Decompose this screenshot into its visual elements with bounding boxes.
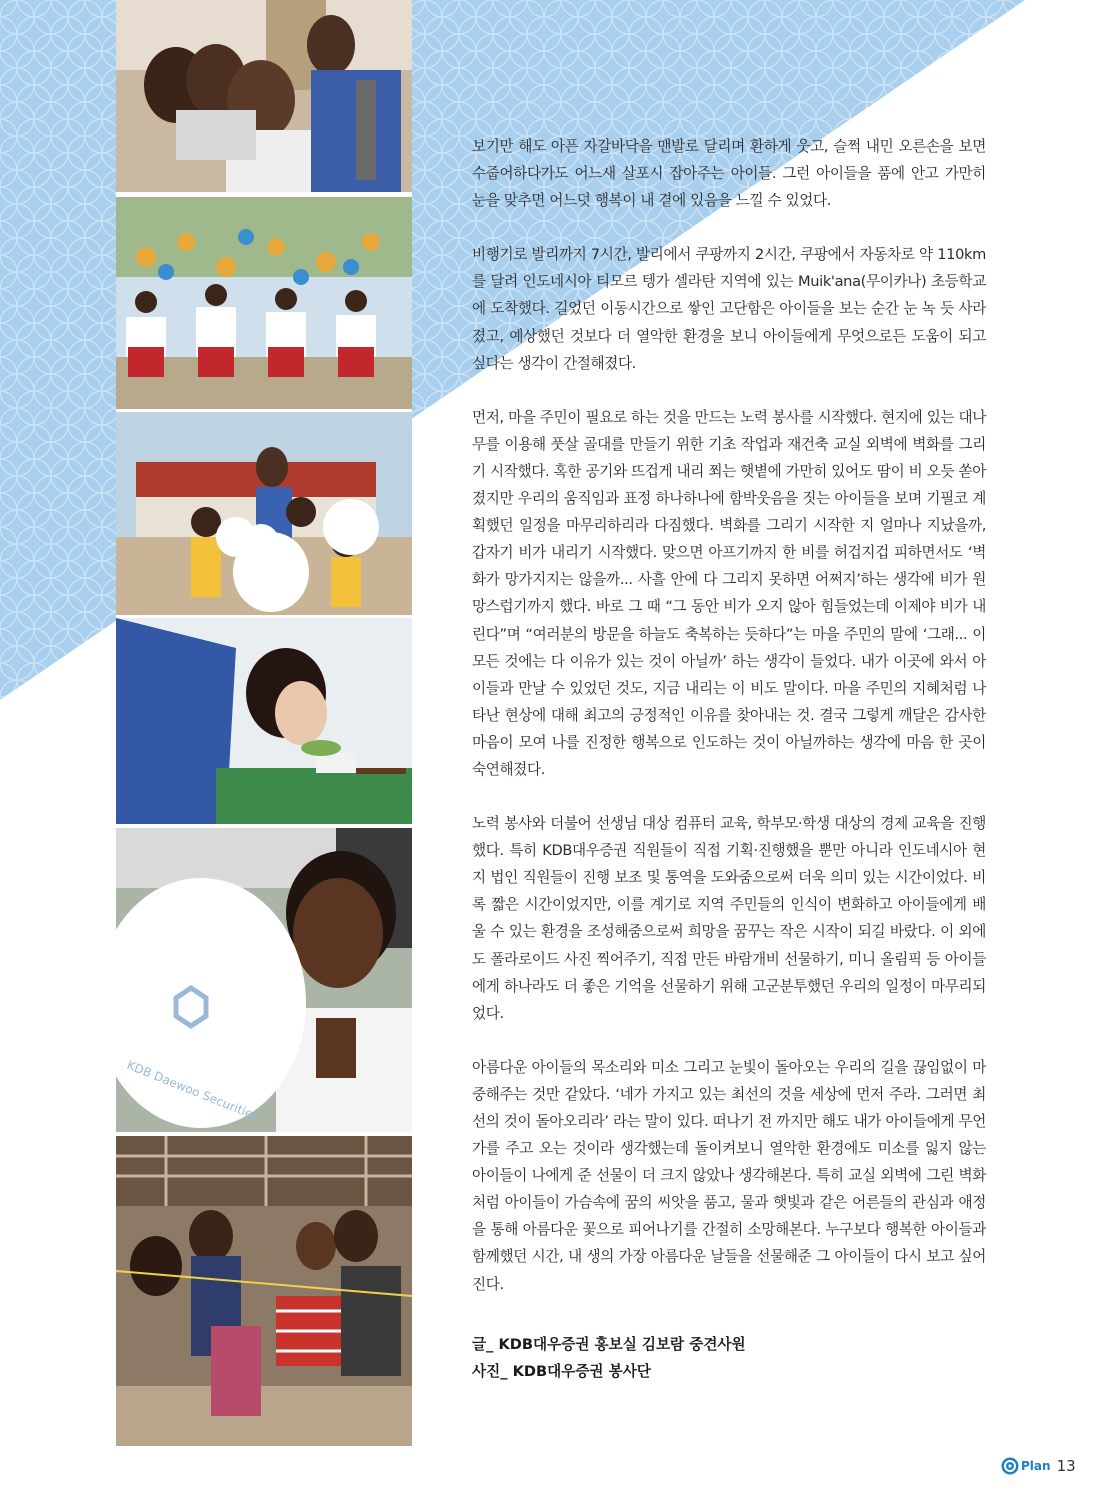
plan-logo-text: Plan: [1021, 1459, 1051, 1473]
page-footer: [1001, 1455, 1076, 1477]
article-body: [472, 133, 986, 1325]
photo-credit: 사진_ KDB대우증권 봉사단: [472, 1363, 651, 1380]
photo-olympic-game: [116, 1136, 412, 1446]
balloon-brand-text: KDB Daewoo Securities: [124, 1057, 261, 1124]
photo-balloon-group: [116, 412, 412, 615]
article-credits: [472, 1331, 986, 1385]
photo-strip: [116, 0, 412, 1446]
article-paragraph: 보기만 해도 아픈 자갈바닥을 맨발로 달리며 환하게 웃고, 슬쩍 내민 오른손을 보면 수줍어하다가도 어느새 살포시 잡아주는 아이들. 그런 아이들을 품에 안고 가만히 눈을 맞추면 어느덧 행복이 내 곁에 있음을 느낄 수 있었다.: [472, 138, 986, 210]
writer-credit: 글_ KDB대우증권 홍보실 김보람 중견사원: [472, 1336, 746, 1353]
photo-mural-painting: [116, 618, 412, 824]
article-paragraph: 노력 봉사와 더불어 선생님 대상 컴퓨터 교육, 학부모·학생 대상의 경제 교육을 진행했다. 특히 KDB대우증권 직원들이 직접 기획·진행했을 뿐만 아니라 인도네시아 현지 법인 직원들이 진행 보조 및 통역을 도와줌으로써 더욱 의미 있는 시간이었다. 비록 짧은 시간이었지만, 이를 계기로 지역 주민들의 인식이 변화하고 아이들에게 배울 수 있는 환경을 조성해줌으로써 희망을 꿈꾸는 작은 시작이 되길 바랐다. 이 외에도 폴라로이드 사진 찍어주기, 직접 만든 바람개비 선물하기, 미니 올림픽 등 아이들에게 하나라도 더 좋은 기억을 선물하기 위해 고군분투했던 우리의 일정이 마무리되었다.: [472, 815, 986, 1022]
page-number: 13: [1056, 1457, 1076, 1475]
plan-logo-icon: [1001, 1457, 1019, 1475]
article-paragraph: 비행기로 발리까지 7시간, 발리에서 쿠팡까지 2시간, 쿠팡에서 자동차로 약 110km를 달려 인도네시아 티모르 텡가 셀라탄 지역에 있는 Muik'ana(무이카나) 초등학교에 도착했다. 길었던 이동시간으로 쌓인 고단함은 아이들을 보는 순간 눈 녹 듯 사라졌고, 예상했던 것보다 더 열악한 환경을 보니 아이들에게 무엇으로든 도움이 되고 싶다는 생각이 간절해졌다.: [472, 246, 986, 372]
photo-computer-class: [116, 0, 412, 192]
plan-logo: [1001, 1457, 1051, 1475]
photo-pinwheel-children: [116, 197, 412, 409]
photo-boy-balloon: [116, 828, 412, 1132]
article-paragraph: 아름다운 아이들의 목소리와 미소 그리고 눈빛이 돌아오는 우리의 길을 끊임없이 마중해주는 것만 같았다. ‘네가 가지고 있는 최선의 것을 세상에 먼저 주라. 그러면 최선의 것이 돌아오리라’ 라는 말이 있다. 떠나기 전 까지만 해도 내가 아이들에게 무언가를 주고 오는 것이라 생각했는데 돌이켜보니 열악한 환경에도 미소를 잃지 않는 아이들이 나에게 준 선물이 더 크지 않았나 생각해본다. 특히 교실 외벽에 그린 벽화처럼 아이들이 가슴속에 꿈의 씨앗을 품고, 물과 햇빛과 같은 어른들의 관심과 애정을 통해 아름다운 꽃으로 피어나기를 간절히 소망해본다. 누구보다 행복한 아이들과 함께했던 시간, 내 생의 가장 아름다운 날들을 선물해준 그 아이들이 다시 보고 싶어진다.: [472, 1058, 986, 1293]
article-paragraph: 먼저, 마을 주민이 필요로 하는 것을 만드는 노력 봉사를 시작했다. 현지에 있는 대나무를 이용해 풋살 골대를 만들기 위한 기초 작업과 재건축 교실 외벽에 벽화를 그리기 시작했다. 혹한 공기와 뜨겁게 내리 쬐는 햇볕에 가만히 있어도 땀이 비 오듯 쏟아졌지만 우리의 움직임과 표정 하나하나에 함박웃음을 짓는 아이들을 보며 기필코 계획했던 일정을 마무리하리라 다짐했다. 벽화를 그리기 시작한 지 얼마나 지났을까, 갑자기 비가 내리기 시작했다. 맞으면 아프기까지 한 비를 허겁지겁 피하면서도 ‘벽화가 망가지지는 않을까... 사흘 안에 다 그리지 못하면 어쩌지’하는 생각에 비가 원망스럽기까지 했다. 바로 그 때 “그 동안 비가 오지 않아 힘들었는데 이제야 비가 내린다”며 “여러분의 방문을 하늘도 축복하는 듯하다”는 마을 주민의 말에 ‘그래... 이 모든 것에는 다 이유가 있는 것이 아닐까’ 하는 생각이 들었다. 내가 이곳에 와서 아이들과 만날 수 있었던 것도, 지금 내리는 이 비도 말이다. 마을 주민의 지혜처럼 나타난 현상에 대해 최고의 긍정적인 이유를 찾아내는 것. 결국 그렇게 깨달은 감사한 마음이 모여 나를 진정한 행복으로 인도하는 것이 아닐까하는 생각에 마음 한 곳이 숙연해졌다.: [472, 408, 986, 778]
